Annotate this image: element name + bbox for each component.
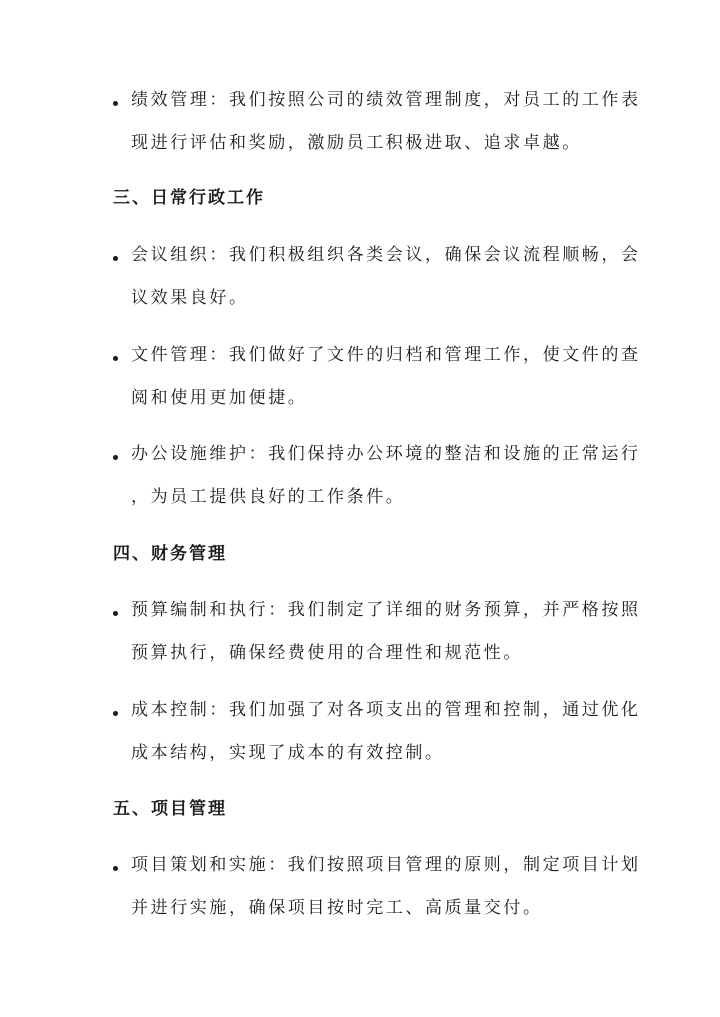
list-item-line: 现进行评估和奖励，激励员工积极进取、追求卓越。 xyxy=(131,133,582,153)
list-item-line: 成本控制：我们加强了对各项支出的管理和控制，通过优化 xyxy=(131,700,641,720)
list-item-line: 议效果良好。 xyxy=(131,288,249,308)
list-item-line: 会议组织：我们积极组织各类会议，确保会议流程顺畅，会 xyxy=(131,245,641,265)
list-item-line: 办公设施维护：我们保持办公环境的整洁和设施的正常运行 xyxy=(131,444,641,464)
bullet-dot-icon xyxy=(113,356,118,361)
list-item-line: 成本结构，实现了成本的有效控制。 xyxy=(131,743,445,763)
list-item-line: 文件管理：我们做好了文件的归档和管理工作，使文件的查 xyxy=(131,345,641,365)
list-item-line: ，为员工提供良好的工作条件。 xyxy=(131,487,406,507)
bullet-dot-icon xyxy=(113,711,118,716)
section-heading-project-management: 五、项目管理 xyxy=(113,799,227,819)
list-item-line: 预算执行，确保经费使用的合理性和规范性。 xyxy=(131,643,523,663)
section-heading-daily-admin: 三、日常行政工作 xyxy=(113,188,265,208)
bullet-dot-icon xyxy=(113,101,118,106)
list-item-line: 绩效管理：我们按照公司的绩效管理制度，对员工的工作表 xyxy=(131,90,641,110)
list-item-line: 预算编制和执行：我们制定了详细的财务预算，并严格按照 xyxy=(131,600,641,620)
bullet-dot-icon xyxy=(113,256,118,261)
bullet-dot-icon xyxy=(113,455,118,460)
list-item-line: 项目策划和实施：我们按照项目管理的原则，制定项目计划 xyxy=(131,855,641,875)
list-item-line: 并进行实施，确保项目按时完工、高质量交付。 xyxy=(131,898,543,918)
list-item-line: 阅和使用更加便捷。 xyxy=(131,388,308,408)
bullet-dot-icon xyxy=(113,611,118,616)
bullet-dot-icon xyxy=(113,866,118,871)
section-heading-finance: 四、财务管理 xyxy=(113,544,227,564)
